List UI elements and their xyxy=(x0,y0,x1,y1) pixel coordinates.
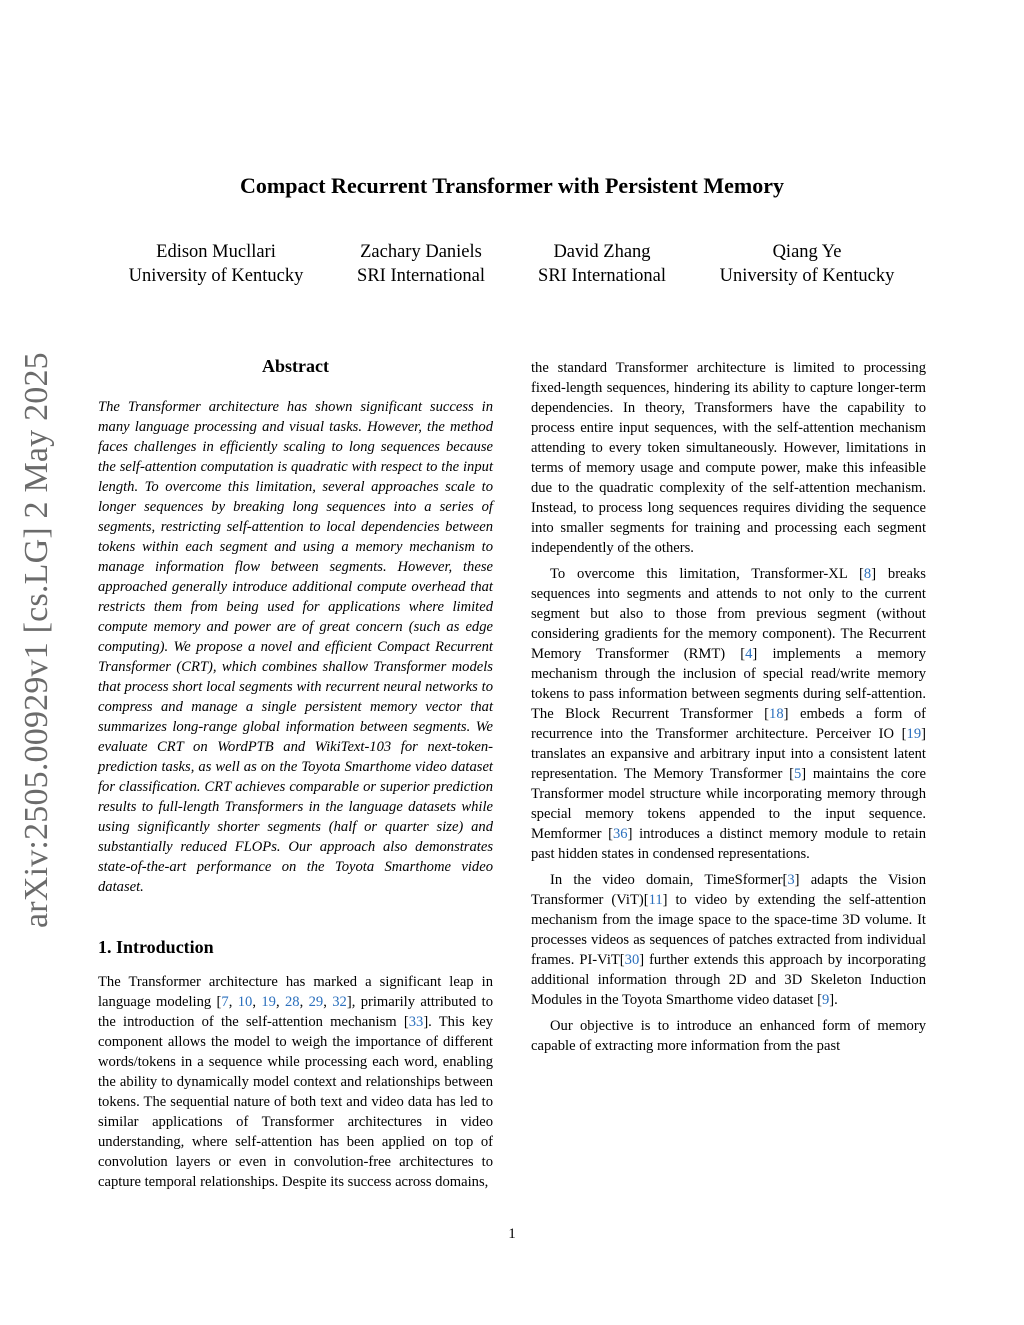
author-affiliation: SRI International xyxy=(357,266,485,286)
intro-paragraph: In the video domain, TimeSformer[3] adapts the Vision Transformer (ViT)[11] to video by extending the self-attention mechanism from the image space to the space-time 3D volume. It processes videos as sequences of patches extracted from individual frames. PI-ViT[30] further extends this approach by incorporating additional information through 2D and 3D Skeleton Induction Modules in the Toyota Smarthome video dataset [9]. xyxy=(531,872,926,1008)
introduction-heading: 1. Introduction xyxy=(98,937,214,957)
citation-link[interactable]: 8 xyxy=(863,566,872,582)
right-column xyxy=(531,358,926,1056)
author-name: Qiang Ye xyxy=(772,242,842,262)
citation-link[interactable]: 7 xyxy=(221,994,229,1010)
page-number: 1 xyxy=(508,1226,516,1242)
intro-paragraph-continued: the standard Transformer architecture is limited to processing fixed-length sequences, hindering its ability to capture longer-term dependencies. In theory, Transformers have the capability to process entire input sequences, with the self-attention mechanism attending to every token simultaneously. However, limitations in terms of memory usage and compute power, make this infeasible due to the quadratic complexity of the self-attention mechanism. Instead, to process long sequences requires dividing the sequence into smaller segments for training and processing each segment independently of the others. xyxy=(531,360,926,556)
intro-paragraph: Our objective is to introduce an enhanced form of memory capable of extracting more information from the past xyxy=(531,1018,926,1054)
author-name: Zachary Daniels xyxy=(360,242,482,262)
citation-link[interactable]: 33 xyxy=(408,1014,424,1030)
citation-link[interactable]: 36 xyxy=(613,826,628,842)
citation-link[interactable]: 30 xyxy=(624,952,640,968)
citation-link[interactable]: 32 xyxy=(332,994,347,1010)
citation-link[interactable]: 19 xyxy=(261,994,276,1010)
author-affiliation: SRI International xyxy=(538,266,666,286)
citation-link[interactable]: 11 xyxy=(648,892,663,908)
citation-link[interactable]: 5 xyxy=(793,766,802,782)
intro-paragraph: To overcome this limitation, Transformer-XL [8] breaks sequences into segments and attends to not only to the current segment but also to those from previous segment (without considering gradients for the memory component). The Recurrent Memory Transformer (RMT) [4] implements a memory mechanism through the inclusion of special read/write memory tokens to pass information between segments during self-attention. The Block Recurrent Transformer [18] embeds a form of recurrence into the Transformer architecture. Perceiver IO [19] translates an expansive and arbitrary input into a consistent latent representation. The Memory Transformer [5] maintains the core Transformer model structure while incorporating memory through special memory tokens appended to the input sequence. Memformer [36] introduces a distinct memory module to retain past hidden states in condensed representations. xyxy=(531,566,926,862)
paper-title: Compact Recurrent Transformer with Persistent Memory xyxy=(240,173,784,198)
author-affiliation: University of Kentucky xyxy=(128,266,304,286)
author-1 xyxy=(110,240,322,288)
intro-paragraph: The Transformer architecture has marked a significant leap in language modeling [7, 10, 19, 28, 29, 32], primarily attributed to the introduction of the self-attention mechanism [33]. This key component allows the model to weigh the importance of different words/tokens in a sequence while processing each word, enabling the ability to dynamically model context and relationships between tokens. The sequential nature of both text and video data has led to similar applications of Transformer architectures in video understanding, where self-attention has been applied on top of convolution layers or even in convolution-free architectures to capture temporal relationships. Despite its success across domains, xyxy=(98,974,494,1190)
citation-link[interactable]: 18 xyxy=(769,706,784,722)
abstract-heading: Abstract xyxy=(262,356,329,376)
abstract-text: The Transformer architecture has shown significant success in many language processing and visual tasks. However, the method faces challenges in efficiently scaling to long sequences because the self-attention computation is quadratic with respect to the input length. To overcome this limitation, several approaches scale to longer sequences by breaking long sequences into a series of segments, restricting self-attention to local dependencies between tokens within each segment and using a memory mechanism to manage information flow between segments. However, these approached generally introduce additional compute overhead that restricts them from being used for applications where limited compute memory and power are of great concern (such as edge computing). We propose a novel and efficient Compact Recurrent Transformer (CRT), which combines shallow Transformer models that process short local segments with recurrent neural networks to compress and manage a single persistent memory vector that summarizes long-range global information between segments. We evaluate CRT on WordPTB and WikiText-103 for next-token-prediction tasks, as well as on the Toyota Smarthome video dataset for classification. CRT achieves comparable or superior prediction results to full-length Transformers in the language datasets while using significantly shorter segments (half or quarter size) and substantially reduced FLOPs. Our approach also demonstrates state-of-the-art performance on the Toyota Smarthome video dataset. xyxy=(98,399,493,895)
author-4 xyxy=(700,240,914,288)
author-affiliation: University of Kentucky xyxy=(719,266,895,286)
citation-link[interactable]: 29 xyxy=(308,994,324,1010)
author-name: David Zhang xyxy=(553,242,651,262)
citation-link[interactable]: 9 xyxy=(821,992,830,1008)
author-2 xyxy=(341,240,501,288)
left-column xyxy=(98,356,493,1192)
citation-link[interactable]: 10 xyxy=(237,994,253,1010)
citation-link[interactable]: 19 xyxy=(906,726,922,742)
author-3 xyxy=(522,240,682,288)
citation-link[interactable]: 4 xyxy=(745,646,753,662)
citation-link[interactable]: 28 xyxy=(284,994,300,1010)
citation-link[interactable]: 3 xyxy=(787,872,795,888)
author-name: Edison Mucllari xyxy=(156,242,276,262)
arxiv-identifier: arXiv:2505.00929v1 [cs.LG] 2 May 2025 xyxy=(18,352,55,928)
